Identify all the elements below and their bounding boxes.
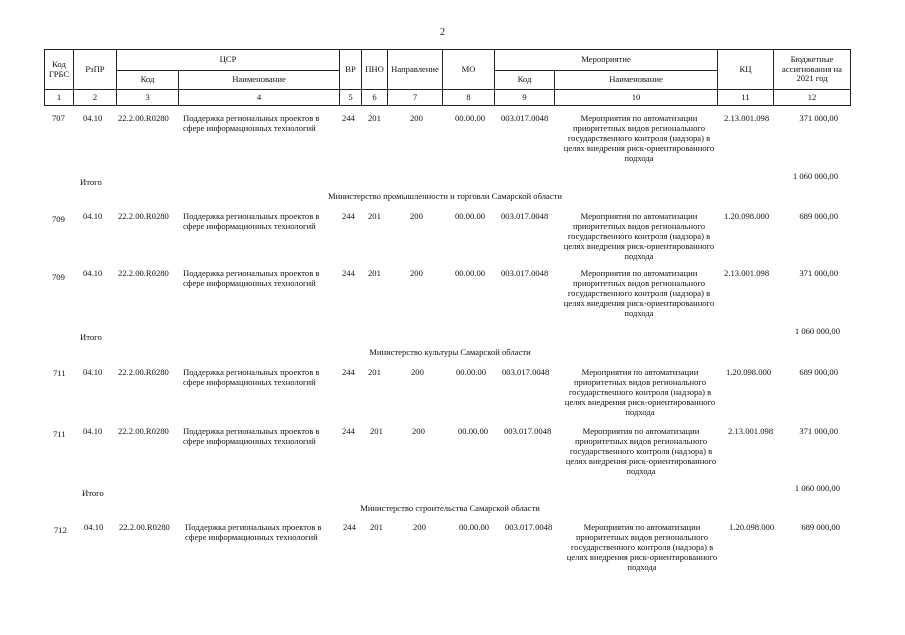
cell-csr: 22.2.00.R0280	[118, 268, 169, 278]
header-rzpr: РзПР	[74, 50, 117, 90]
cell-grbs: 712	[54, 525, 67, 535]
section-title: Министерство строительства Самарской области	[360, 503, 540, 513]
table-row	[0, 519, 905, 579]
cell-vr: 244	[342, 211, 355, 221]
header-csr-kod: Код	[117, 71, 179, 90]
cell-csr: 22.2.00.R0280	[118, 367, 169, 377]
cell-pno: 201	[370, 522, 383, 532]
cell-name: Поддержка региональных проектов в сфере информационных технологий	[183, 211, 320, 231]
cell-event-name: Мероприятия по автоматизации приоритетных видов регионального государственного контроля (надзора) в целях внедрения риск-ориентированного подхода	[563, 211, 715, 261]
cell-grbs: 711	[53, 429, 66, 439]
cell-event-name: Мероприятия по автоматизации приоритетных видов регионального государственного контроля (надзора) в целях внедрения риск-ориентированного подхода	[563, 268, 715, 318]
cell-mo: 00.00.00	[459, 522, 490, 532]
cell-grbs: 709	[52, 214, 65, 224]
cell-mo: 00.00.00	[458, 426, 489, 436]
cell-event-code: 003.017.0048	[502, 367, 550, 377]
cell-pno: 201	[368, 268, 381, 278]
section-title: Министерство культуры Самарской области	[369, 347, 531, 357]
cell-event-name: Мероприятия по автоматизации приоритетных видов регионального государственного контроля (надзора) в целях внедрения риск-ориентированного подхода	[565, 426, 717, 476]
cell-kc: 2.13.001.098	[728, 426, 774, 436]
cell-vr: 244	[342, 113, 355, 123]
cell-vr: 244	[343, 522, 356, 532]
cell-mo: 00.00.00	[455, 268, 486, 278]
col-number: 2	[74, 90, 117, 106]
cell-amount: 371 000,00	[799, 426, 838, 436]
col-number: 9	[495, 90, 555, 106]
col-number: 5	[340, 90, 362, 106]
total-label: Итого	[80, 177, 102, 187]
cell-kc: 2.13.001.098	[724, 113, 770, 123]
cell-rzpr: 04.10	[83, 211, 103, 221]
cell-direction: 200	[412, 426, 425, 436]
total-amount: 1 060 000,00	[794, 483, 840, 493]
cell-rzpr: 04.10	[84, 522, 104, 532]
col-number: 8	[443, 90, 495, 106]
table-row	[0, 268, 905, 328]
header-event-name: Наименование	[555, 71, 718, 90]
cell-event-name: Мероприятия по автоматизации приоритетных видов регионального государственного контроля (надзора) в целях внедрения риск-ориентированного подхода	[566, 522, 718, 572]
cell-direction: 200	[410, 268, 423, 278]
header-budget: Бюджетные ассигнования на 2021 год	[774, 50, 851, 90]
cell-rzpr: 04.10	[83, 268, 103, 278]
cell-kc: 2.13.001.098	[724, 268, 770, 278]
cell-mo: 00.00.00	[455, 113, 486, 123]
cell-direction: 200	[413, 522, 426, 532]
cell-amount: 689 000,00	[801, 522, 840, 532]
cell-vr: 244	[342, 367, 355, 377]
cell-pno: 201	[370, 426, 383, 436]
section-title: Министерство промышленности и торговли Самарской области	[327, 191, 563, 201]
cell-name: Поддержка региональных проектов в сфере информационных технологий	[185, 522, 322, 542]
cell-direction: 200	[411, 367, 424, 377]
cell-event-code: 003.017.0048	[504, 426, 552, 436]
col-number: 10	[555, 90, 718, 106]
header-kod-grbs: Код ГРБС	[45, 50, 74, 90]
cell-vr: 244	[342, 426, 355, 436]
header-pno: ПНО	[362, 50, 388, 90]
cell-amount: 371 000,00	[799, 113, 838, 123]
cell-grbs: 709	[52, 272, 65, 282]
col-number: 11	[718, 90, 774, 106]
cell-kc: 1.20.098.000	[724, 211, 770, 221]
cell-event-code: 003.017.0048	[501, 211, 549, 221]
cell-name: Поддержка региональных проектов в сфере информационных технологий	[183, 367, 320, 387]
header-kc: КЦ	[718, 50, 774, 90]
cell-direction: 200	[410, 211, 423, 221]
table-header	[44, 49, 851, 106]
table-row	[0, 113, 905, 173]
cell-pno: 201	[368, 211, 381, 221]
table-row	[0, 423, 905, 483]
cell-event-name: Мероприятия по автоматизации приоритетных видов регионального государственного контроля (надзора) в целях внедрения риск-ориентированного подхода	[564, 367, 716, 417]
header-direction: Направление	[388, 50, 443, 90]
cell-csr: 22.2.00.R0280	[119, 522, 170, 532]
cell-name: Поддержка региональных проектов в сфере информационных технологий	[183, 268, 320, 288]
col-number: 1	[45, 90, 74, 106]
total-amount: 1 060 000,00	[794, 326, 840, 336]
cell-name: Поддержка региональных проектов в сфере информационных технологий	[183, 113, 320, 133]
header-mo: МО	[443, 50, 495, 90]
cell-pno: 201	[368, 113, 381, 123]
cell-rzpr: 04.10	[83, 113, 103, 123]
total-label: Итого	[80, 332, 102, 342]
cell-csr: 22.2.00.R0280	[118, 211, 169, 221]
cell-event-name: Мероприятия по автоматизации приоритетных видов регионального государственного контроля (надзора) в целях внедрения риск-ориентированного подхода	[563, 113, 715, 163]
cell-grbs: 707	[52, 113, 65, 123]
cell-pno: 201	[368, 367, 381, 377]
header-csr-name: Наименование	[179, 71, 340, 90]
cell-event-code: 003.017.0048	[501, 268, 549, 278]
table-row	[0, 208, 905, 268]
col-number: 4	[179, 90, 340, 106]
total-label: Итого	[82, 488, 104, 498]
cell-event-code: 003.017.0048	[505, 522, 553, 532]
col-number: 12	[774, 90, 851, 106]
col-number: 7	[388, 90, 443, 106]
cell-amount: 371 000,00	[799, 268, 838, 278]
cell-csr: 22.2.00.R0280	[118, 113, 169, 123]
cell-csr: 22.2.00.R0280	[118, 426, 169, 436]
header-csr: ЦСР	[117, 50, 340, 71]
header-vr: ВР	[340, 50, 362, 90]
cell-kc: 1.20.098.000	[726, 367, 772, 377]
cell-grbs: 711	[53, 368, 66, 378]
cell-direction: 200	[410, 113, 423, 123]
header-event-kod: Код	[495, 71, 555, 90]
table-row	[0, 364, 905, 419]
cell-kc: 1.20.098.000	[729, 522, 775, 532]
col-number: 6	[362, 90, 388, 106]
total-amount: 1 060 000,00	[792, 171, 838, 181]
header-event: Мероприятие	[495, 50, 718, 71]
col-number: 3	[117, 90, 179, 106]
cell-mo: 00.00.00	[456, 367, 487, 377]
cell-amount: 689 000,00	[799, 211, 838, 221]
cell-amount: 689 000,00	[799, 367, 838, 377]
cell-mo: 00.00.00	[455, 211, 486, 221]
cell-rzpr: 04.10	[83, 426, 103, 436]
page-number: 2	[440, 27, 445, 38]
cell-rzpr: 04.10	[83, 367, 103, 377]
cell-name: Поддержка региональных проектов в сфере информационных технологий	[183, 426, 320, 446]
cell-event-code: 003.017.0048	[501, 113, 549, 123]
cell-vr: 244	[342, 268, 355, 278]
